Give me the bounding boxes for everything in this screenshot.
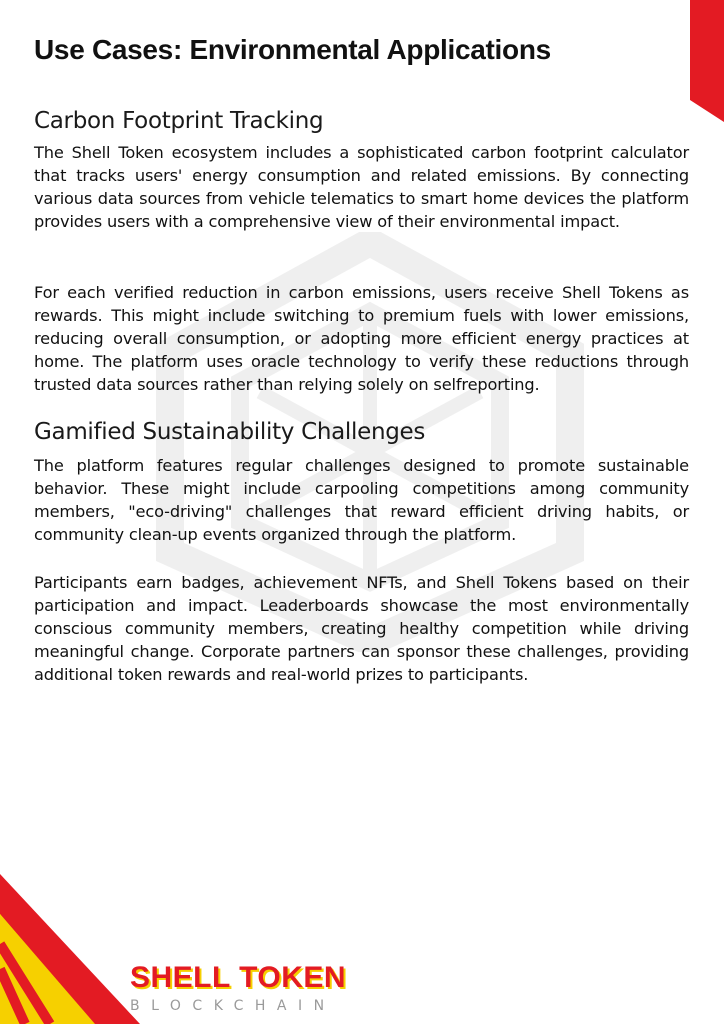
paragraph-carbon-1: The Shell Token ecosystem includes a sophisticated carbon footprint calculator that tracks users' energy consumption and related emissions. By connecting various data sources from vehicle telematics to smart home devices the platform provides users with a comprehensive view of their environmental impact. — [34, 143, 689, 232]
section-heading-gamified-challenges: Gamified Sustainability Challenges — [34, 419, 426, 445]
logo-main-text: SHELL TOKEN — [130, 961, 347, 994]
section-heading-carbon-footprint: Carbon Footprint Tracking — [34, 108, 324, 134]
paragraph-gamified-2: Participants earn badges, achievement NFTs, and Shell Tokens based on their participation and impact. Leaderboards showcase the most environmentally conscious community members, creating healthy competition while driving meaningful change. Corporate partners can sponsor these challenges, providing additional token rewards and real-world prizes to participants. — [34, 573, 689, 685]
page-title: Use Cases: Environmental Applications — [34, 34, 551, 65]
paragraph-carbon-2: For each verified reduction in carbon emissions, users receive Shell Tokens as rewards. This might include switching to premium fuels with lower emissions, reducing overall consumption, or adopting more efficient energy practices at home. The platform uses oracle technology to verify these reductions through trusted data sources rather than relying solely on selfreporting. — [34, 283, 689, 395]
corner-decoration-top — [690, 0, 724, 122]
shell-token-logo — [130, 962, 360, 1016]
logo-sub-text: BLOCKCHAIN — [130, 998, 336, 1014]
paragraph-gamified-1: The platform features regular challenges designed to promote sustainable behavior. These might include carpooling competitions among community members, "eco-driving" challenges that reward efficient driving habits, or community clean-up events organized through the platform. — [34, 456, 689, 545]
